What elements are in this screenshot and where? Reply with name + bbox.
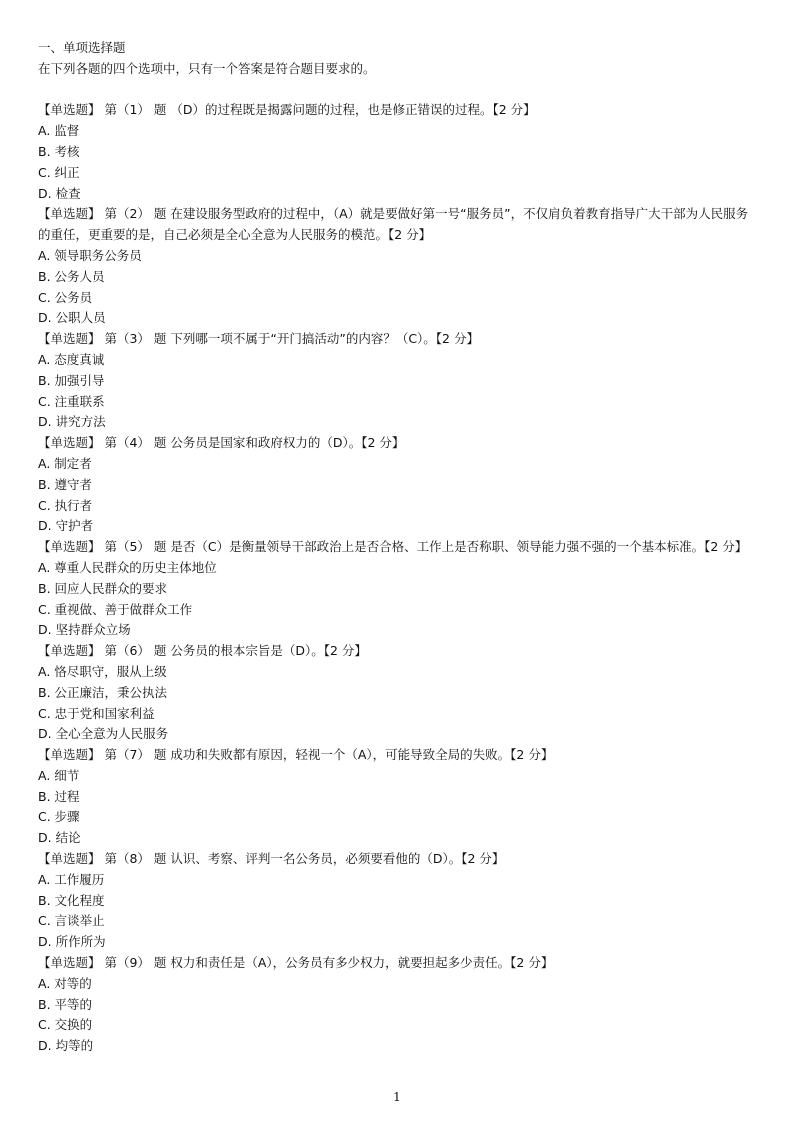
answer-option: C. 交换的 <box>38 1017 93 1033</box>
question-stem: 【单选题】 第（4） 题 公务员是国家和政府权力的（D）。【2 分】 <box>38 435 405 451</box>
answer-option: D. 全心全意为人民服务 <box>38 726 169 742</box>
question-stem: 【单选题】 第（3） 题 下列哪一项不属于“开门搞活动”的内容？（C）。【2 分】 <box>38 331 479 347</box>
answer-option: D. 讲究方法 <box>38 414 106 430</box>
question-block <box>38 433 760 537</box>
answer-option: C. 言谈举止 <box>38 913 105 929</box>
answer-option: C. 步骤 <box>38 809 80 825</box>
answer-option: C. 忠于党和国家利益 <box>38 705 155 721</box>
answer-option: B. 文化程度 <box>38 892 105 908</box>
answer-option: D. 守护者 <box>38 518 94 534</box>
answer-option: A. 恪尽职守，服从上级 <box>38 663 167 679</box>
question-block <box>38 204 760 329</box>
answer-option: B. 平等的 <box>38 996 93 1012</box>
answer-option: A. 制定者 <box>38 455 92 471</box>
question-stem: 【单选题】 第（2） 题 在建设服务型政府的过程中，（A）就是要做好第一号“服务员”，不仅肩负着教育指导广大干部为人民服务的重任，更重要的是，自己必须是全心全意为人民服务的模范。【2 分】 <box>38 206 749 243</box>
section-instruction: 在下列各题的四个选项中，只有一个答案是符合题目要求的。 <box>38 60 376 76</box>
question-stem: 【单选题】 第（6） 题 公务员的根本宗旨是（D）。【2 分】 <box>38 643 367 659</box>
question-stem: 【单选题】 第（5） 题 是否（C）是衡量领导干部政治上是否合格、工作上是否称职、领导能力强不强的一个基本标准。【2 分】 <box>38 539 748 555</box>
blank-line <box>38 80 760 101</box>
question-block <box>38 953 760 1057</box>
answer-option: B. 公务人员 <box>38 268 105 284</box>
answer-option: B. 遵守者 <box>38 476 93 492</box>
answer-option: C. 纠正 <box>38 164 80 180</box>
answer-option: B. 考核 <box>38 143 80 159</box>
question-stem: 【单选题】 第（9） 题 权力和责任是（A），公务员有多少权力，就要担起多少责任。【2 分】 <box>38 955 554 971</box>
question-block <box>38 100 760 204</box>
answer-option: A. 态度真诚 <box>38 351 105 367</box>
answer-option: B. 过程 <box>38 788 80 804</box>
answer-option: B. 回应人民群众的要求 <box>38 580 168 596</box>
answer-option: D. 公职人员 <box>38 310 106 326</box>
document-body <box>38 38 760 1057</box>
answer-option: B. 加强引导 <box>38 372 105 388</box>
section-title: 一、单项选择题 <box>38 40 126 55</box>
answer-option: B. 公正廉洁，秉公执法 <box>38 684 168 700</box>
answer-option: A. 对等的 <box>38 975 92 991</box>
question-block <box>38 745 760 849</box>
answer-option: A. 细节 <box>38 767 80 783</box>
question-block <box>38 849 760 953</box>
page-number: 1 <box>393 1090 401 1104</box>
answer-option: D. 结论 <box>38 830 81 846</box>
question-block <box>38 537 760 641</box>
question-block <box>38 329 760 433</box>
question-block <box>38 641 760 745</box>
answer-option: D. 检查 <box>38 185 81 201</box>
answer-option: A. 监督 <box>38 123 80 139</box>
answer-option: D. 所作所为 <box>38 934 106 950</box>
answer-option: A. 尊重人民群众的历史主体地位 <box>38 559 217 575</box>
answer-option: C. 公务员 <box>38 289 93 305</box>
answer-option: A. 领导职务公务员 <box>38 247 142 263</box>
question-stem: 【单选题】 第（8） 题 认识、考察、评判一名公务员，必须要看他的（D）。【2 分】 <box>38 851 505 867</box>
answer-option: D. 均等的 <box>38 1038 94 1054</box>
answer-option: C. 执行者 <box>38 497 93 513</box>
answer-option: A. 工作履历 <box>38 871 105 887</box>
question-stem: 【单选题】 第（1） 题 （D）的过程既是揭露问题的过程，也是修正错误的过程。【2 分】 <box>38 102 536 118</box>
question-stem: 【单选题】 第（7） 题 成功和失败都有原因，轻视一个（A），可能导致全局的失败。【2 分】 <box>38 747 554 763</box>
answer-option: D. 坚持群众立场 <box>38 622 131 638</box>
answer-option: C. 重视做、善于做群众工作 <box>38 601 193 617</box>
answer-option: C. 注重联系 <box>38 393 105 409</box>
question-list <box>38 100 760 1057</box>
